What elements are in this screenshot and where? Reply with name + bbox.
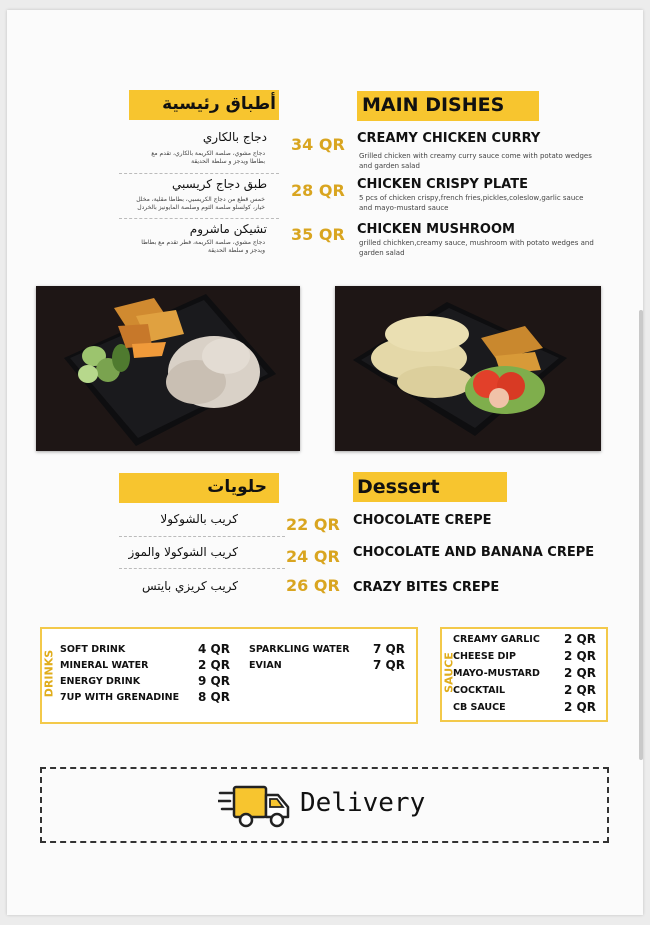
sauce-name: CHEESE DIP — [453, 651, 516, 662]
delivery-truck-icon — [218, 783, 292, 829]
drinks-label: DRINKS — [42, 649, 56, 698]
drink-price: 8 QR — [198, 690, 230, 704]
drink-price: 4 QR — [198, 642, 230, 656]
sauce-label: SAUCE — [442, 652, 456, 693]
dessert-price: 26 QR — [286, 576, 340, 595]
scrollbar[interactable] — [639, 310, 643, 760]
dish-photo-mushroom — [36, 286, 300, 451]
dish-ar-name: طبق دجاج كريسبي — [172, 177, 267, 191]
dish-ar-desc: دجاج مشوي، صلصة الكريمة، فطر تقدم مع بطاطا ويدجز و سلطة الحديقة — [141, 239, 265, 254]
menu-page — [7, 10, 643, 915]
dessert-name: CRAZY BITES CREPE — [353, 580, 500, 595]
main-dishes-ar-title: أطباق رئيسية — [162, 94, 276, 114]
dish-price: 35 QR — [291, 225, 345, 244]
sauce-price: 2 QR — [564, 700, 596, 714]
dessert-name: CHOCOLATE AND BANANA CREPE — [353, 545, 595, 560]
drink-price: 9 QR — [198, 674, 230, 688]
sauce-name: CB SAUCE — [453, 702, 506, 713]
dish-ar-desc: دجاج مشوي، صلصة الكريمة بالكاري، تقدم مع بطاطا ويدجز و سلطة الحديقة — [151, 150, 265, 165]
dish-ar-desc: خمس قطع من دجاج الكريسبي، بطاطا مقلية، مخلل خيار، كولسلو صلصة الثوم وصلصة المايونيز بالخردل — [136, 196, 265, 211]
dessert-ar-name: كريب بالشوكولا — [160, 512, 238, 526]
main-dishes-title: MAIN DISHES — [362, 94, 505, 116]
delivery-banner[interactable] — [40, 767, 609, 843]
delivery-label: Delivery — [300, 788, 426, 818]
dish-name: CREAMY CHICKEN CURRY — [357, 131, 541, 146]
dish-name: CHICKEN CRISPY PLATE — [357, 177, 528, 192]
sauce-price: 2 QR — [564, 666, 596, 680]
drink-name: ENERGY DRINK — [60, 676, 141, 687]
dish-desc: grilled chichken,creamy sauce, mushroom with potato wedges and garden salad — [359, 239, 594, 257]
drink-name: MINERAL WATER — [60, 660, 149, 671]
dish-ar-name: تشيكن ماشروم — [189, 222, 267, 236]
dessert-name: CHOCOLATE CREPE — [353, 513, 492, 528]
divider — [119, 536, 285, 537]
dish-ar-name: دجاج بالكاري — [202, 130, 267, 144]
sauce-price: 2 QR — [564, 683, 596, 697]
sauce-box — [440, 627, 608, 722]
dish-photo-crispy — [335, 286, 601, 451]
dessert-price: 22 QR — [286, 515, 340, 534]
drink-name: SPARKLING WATER — [249, 644, 350, 655]
sauce-name: CREAMY GARLIC — [453, 634, 540, 645]
drink-name: EVIAN — [249, 660, 282, 671]
drink-price: 7 QR — [373, 658, 405, 672]
sauce-price: 2 QR — [564, 632, 596, 646]
dessert-price: 24 QR — [286, 547, 340, 566]
drinks-box — [40, 627, 418, 724]
dish-desc: Grilled chicken with creamy curry sauce come with potato wedges and garden salad — [359, 152, 592, 170]
sauce-price: 2 QR — [564, 649, 596, 663]
dessert-title: Dessert — [357, 476, 440, 498]
divider — [119, 173, 279, 174]
dish-price: 34 QR — [291, 135, 345, 154]
dish-name: CHICKEN MUSHROOM — [357, 222, 515, 237]
dessert-ar-name: كريب الشوكولا والموز — [128, 545, 238, 559]
drink-price: 7 QR — [373, 642, 405, 656]
sauce-name: COCKTAIL — [453, 685, 506, 696]
divider — [119, 568, 285, 569]
dish-price: 28 QR — [291, 181, 345, 200]
sauce-name: MAYO-MUSTARD — [453, 668, 540, 679]
dessert-ar-name: كريب كريزي بايتس — [141, 579, 238, 593]
drink-name: SOFT DRINK — [60, 644, 126, 655]
drink-price: 2 QR — [198, 658, 230, 672]
dish-desc: 5 pcs of chicken crispy,french fries,pickles,coleslow,garlic sauce and mayo-mustard sauce — [359, 194, 584, 212]
divider — [119, 218, 279, 219]
dessert-ar-title: حلويات — [207, 477, 267, 497]
drink-name: 7UP WITH GRENADINE — [60, 692, 180, 703]
